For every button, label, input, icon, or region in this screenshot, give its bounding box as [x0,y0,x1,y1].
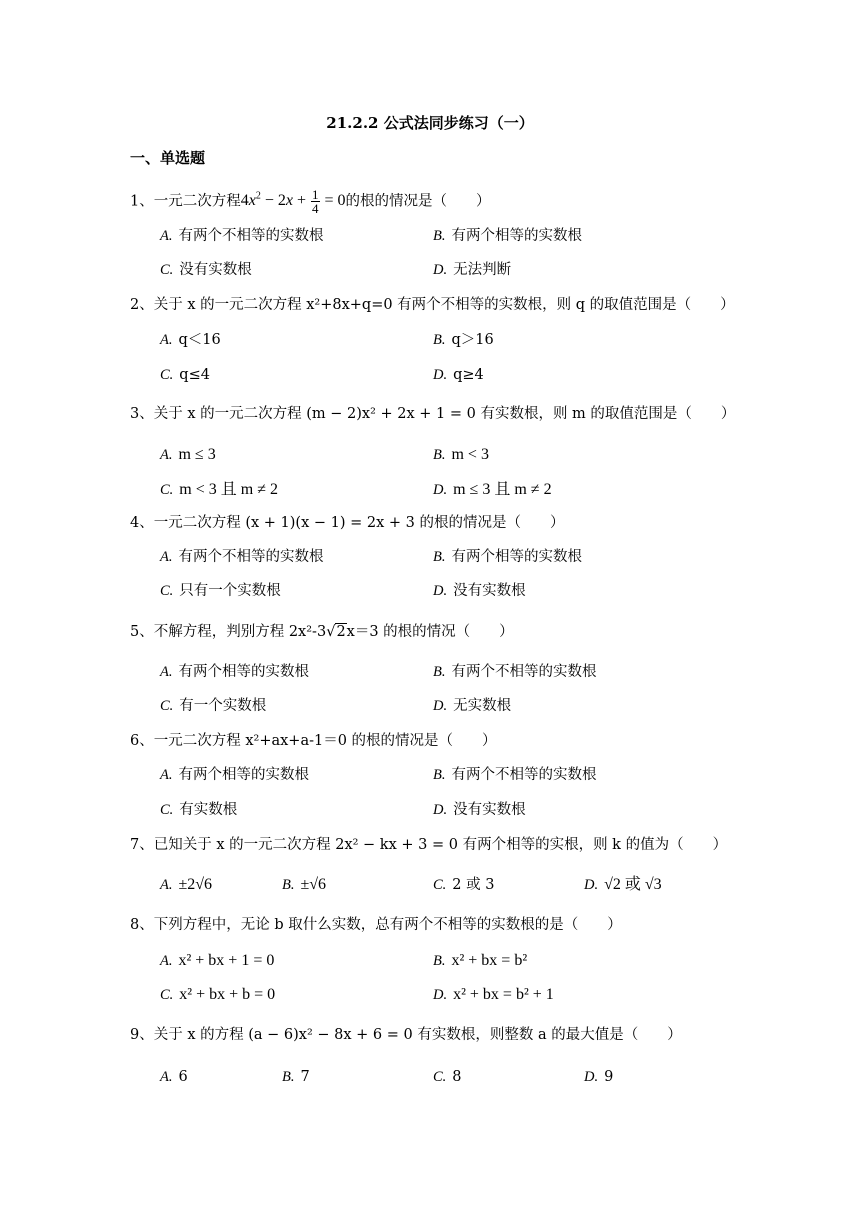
q1-option-b[interactable]: B. 有两个相等的实数根 [433,228,582,244]
q2-option-a[interactable]: A. q＜16 [160,332,221,348]
q5-option-b[interactable]: B. 有两个不相等的实数根 [433,664,597,680]
q7-option-a[interactable]: A. ±2√6 [160,876,213,893]
page-title: 21.2.2 公式法同步练习（一） [326,114,534,132]
q7-option-c[interactable]: C. 2 或 3 [433,877,495,893]
q4-option-b[interactable]: B. 有两个相等的实数根 [433,549,582,565]
q6-option-a[interactable]: A. 有两个相等的实数根 [160,767,309,783]
q4-option-c[interactable]: C. 只有一个实数根 [160,583,281,599]
q7-option-b[interactable]: B. ±√6 [282,876,327,893]
q8-option-c[interactable]: C. x² + bx + b = 0 [160,986,276,1003]
q2-option-b[interactable]: B. q＞16 [433,332,494,348]
section-heading: 一、单选题 [130,149,206,167]
q1-option-c[interactable]: C. 没有实数根 [160,262,252,278]
q1-option-d[interactable]: D. 无法判断 [433,262,512,278]
question-1 [130,186,491,215]
q7-option-d[interactable]: D. √2 或 √3 [584,876,662,893]
q9-option-d[interactable]: D. 9 [584,1069,614,1085]
q6-option-b[interactable]: B. 有两个不相等的实数根 [433,767,597,783]
question-6: 6、一元二次方程 x²+ax+a-1＝0 的根的情况是（ ） [130,733,497,749]
q5-option-d[interactable]: D. 无实数根 [433,698,512,714]
question-1-suffix: 的根的情况是（ ） [345,193,491,210]
sqrt-symbol: √2 [326,624,346,640]
question-4: 4、一元二次方程 (x + 1)(x − 1) = 2x + 3 的根的情况是（ ） [130,515,565,531]
question-2: 2、关于 x 的一元二次方程 x²+8x+q=0 有两个不相等的实数根，则 q 的取值范围是（ ） [130,297,735,313]
question-5: 5、不解方程，判别方程 2x²-3√2x＝3 的根的情况（ ） [130,621,514,643]
question-8: 8、下列方程中，无论 b 取什么实数，总有两个不相等的实数根的是（ ） [130,917,622,933]
q8-option-b[interactable]: B. x² + bx = b² [433,952,528,969]
q3-option-a[interactable]: A. m ≤ 3 [160,446,216,463]
q6-option-c[interactable]: C. 有实数根 [160,802,238,818]
question-7: 7、已知关于 x 的一元二次方程 2x² − kx + 3 = 0 有两个相等的实根，则 k 的值为（ ） [130,837,728,853]
q1-option-a[interactable]: A. 有两个不相等的实数根 [160,228,324,244]
q5-option-c[interactable]: C. 有一个实数根 [160,698,267,714]
question-1-equation: $4x^2 - 2x$ + $\frac{1}{4}$ = 0 [240,187,346,217]
q3-option-d[interactable]: D. m ≤ 3 且 m ≠ 2 [433,481,552,498]
q4-option-a[interactable]: A. 有两个不相等的实数根 [160,549,324,565]
question-3: 3、关于 x 的一元二次方程 (m − 2)x² + 2x + 1 = 0 有实数根，则 m 的取值范围是（ ） [130,406,736,422]
q9-option-b[interactable]: B. 7 [282,1069,310,1085]
q3-option-b[interactable]: B. m < 3 [433,446,489,463]
question-9: 9、关于 x 的方程 (a − 6)x² − 8x + 6 = 0 有实数根，则整数 a 的最大值是（ ） [130,1027,682,1043]
q6-option-d[interactable]: D. 没有实数根 [433,802,526,818]
q9-option-c[interactable]: C. 8 [433,1069,462,1085]
q8-option-d[interactable]: D. x² + bx = b² + 1 [433,986,554,1003]
q8-option-a[interactable]: A. x² + bx + 1 = 0 [160,952,275,969]
q2-option-d[interactable]: D. q≥4 [433,367,484,383]
q9-option-a[interactable]: A. 6 [160,1069,188,1085]
question-1-prefix: 1、一元二次方程 [130,193,241,210]
q2-option-c[interactable]: C. q≤4 [160,367,210,383]
q4-option-d[interactable]: D. 没有实数根 [433,583,526,599]
q5-option-a[interactable]: A. 有两个相等的实数根 [160,664,309,680]
q3-option-c[interactable]: C. m < 3 且 m ≠ 2 [160,481,278,498]
